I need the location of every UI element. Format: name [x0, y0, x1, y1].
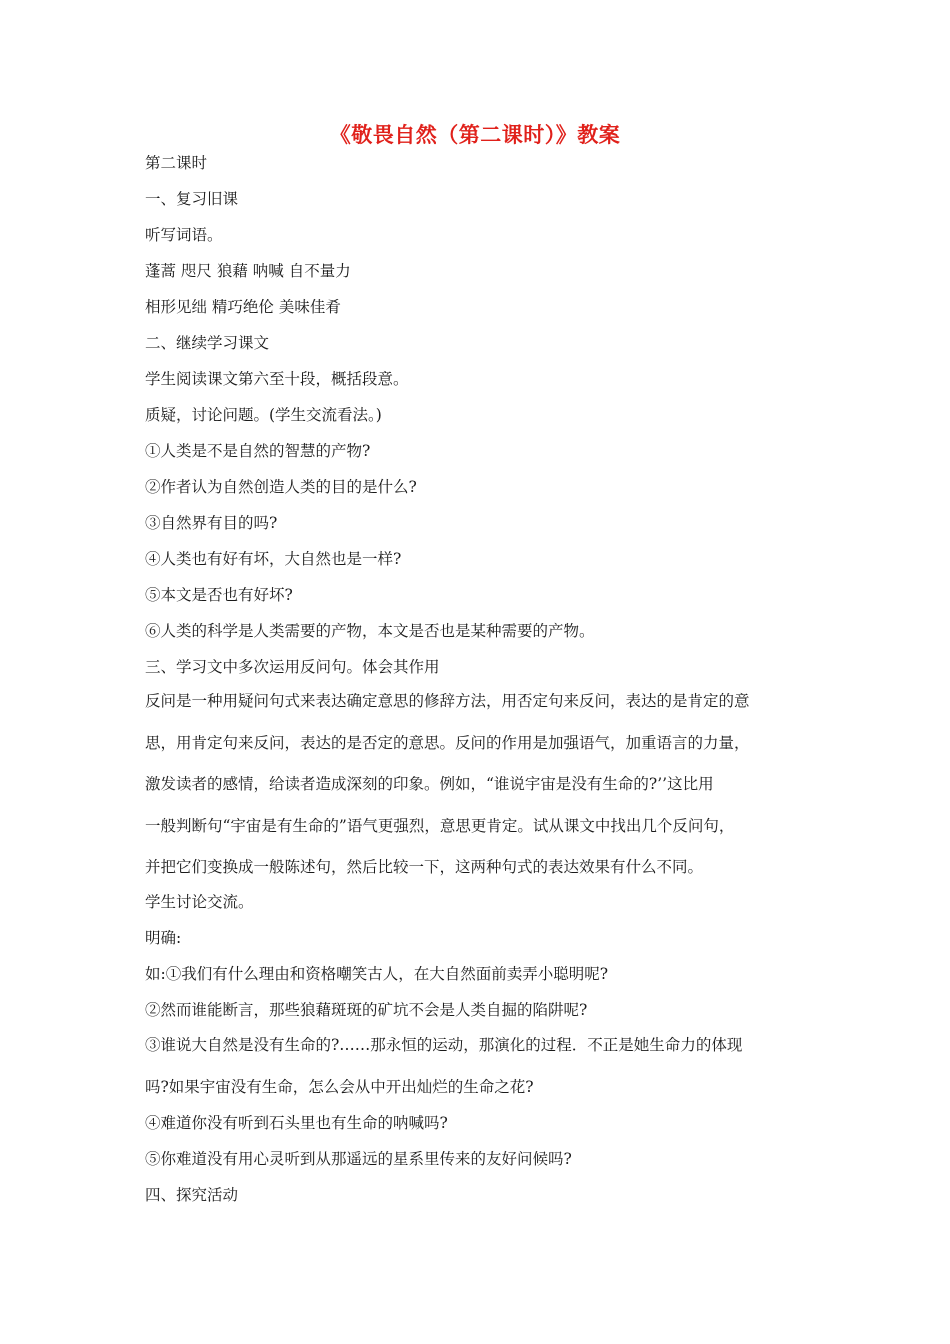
- question-item: ①人类是不是自然的智慧的产物?: [145, 442, 371, 460]
- example-item: ②然而谁能断言，那些狼藉斑斑的矿坑不会是人类自掘的陷阱呢?: [145, 1001, 588, 1019]
- example-item-continued: 吗?如果宇宙没有生命，怎么会从中开出灿烂的生命之花?: [145, 1078, 534, 1096]
- lesson-period-heading: 第二课时: [145, 154, 208, 172]
- question-item: ⑥人类的科学是人类需要的产物，本文是否也是某种需要的产物。: [145, 622, 595, 640]
- section-heading-review: 一、复习旧课: [145, 190, 239, 208]
- paragraph-line: 激发读者的感情，给读者造成深刻的印象。例如，“谁说宇宙是没有生命的?’’这比用: [145, 775, 714, 793]
- question-item: ③自然界有目的吗?: [145, 514, 278, 532]
- section-heading-study: 二、继续学习课文: [145, 334, 270, 352]
- paragraph-line: 并把它们变换成一般陈述句，然后比较一下，这两种句式的表达效果有什么不同。: [145, 858, 704, 876]
- paragraph-line: 学生讨论交流。: [145, 893, 254, 911]
- question-item: ②作者认为自然创造人类的目的是什么?: [145, 478, 417, 496]
- example-item: 如:①我们有什么理由和资格嘲笑古人，在大自然面前卖弄小聪明呢?: [145, 965, 609, 983]
- document-title: 《敬畏自然（第二课时）》教案: [329, 123, 621, 147]
- section-heading-inquiry: 四、探究活动: [145, 1186, 239, 1204]
- paragraph-line: 质疑，讨论问题。(学生交流看法。): [145, 406, 382, 424]
- vocabulary-line: 蓬蒿 咫尺 狼藉 呐喊 自不量力: [145, 262, 351, 280]
- paragraph-line: 听写词语。: [145, 226, 223, 244]
- paragraph-line: 明确:: [145, 929, 182, 947]
- paragraph-line: 一般判断句“宇宙是有生命的”语气更强烈，意思更肯定。试从课文中找出几个反问句，: [145, 817, 735, 835]
- example-item: ⑤你难道没有用心灵听到从那遥远的星系里传来的友好问候吗?: [145, 1150, 572, 1168]
- paragraph-line: 思，用肯定句来反问，表达的是否定的意思。反问的作用是加强语气，加重语言的力量，: [145, 734, 750, 752]
- question-item: ⑤本文是否也有好坏?: [145, 586, 293, 604]
- example-item: ④难道你没有听到石头里也有生命的呐喊吗?: [145, 1114, 448, 1132]
- paragraph-line: 学生阅读课文第六至十段，概括段意。: [145, 370, 409, 388]
- example-item: ③谁说大自然是没有生命的?……那永恒的运动，那演化的过程．不正是她生命力的体现: [145, 1036, 743, 1054]
- vocabulary-line: 相形见绌 精巧绝伦 美味佳肴: [145, 298, 341, 316]
- section-heading-rhetorical: 三、学习文中多次运用反问句。体会其作用: [145, 658, 440, 676]
- question-item: ④人类也有好有坏，大自然也是一样?: [145, 550, 402, 568]
- paragraph-line: 反问是一种用疑问句式来表达确定意思的修辞方法，用否定句来反问，表达的是肯定的意: [145, 692, 750, 710]
